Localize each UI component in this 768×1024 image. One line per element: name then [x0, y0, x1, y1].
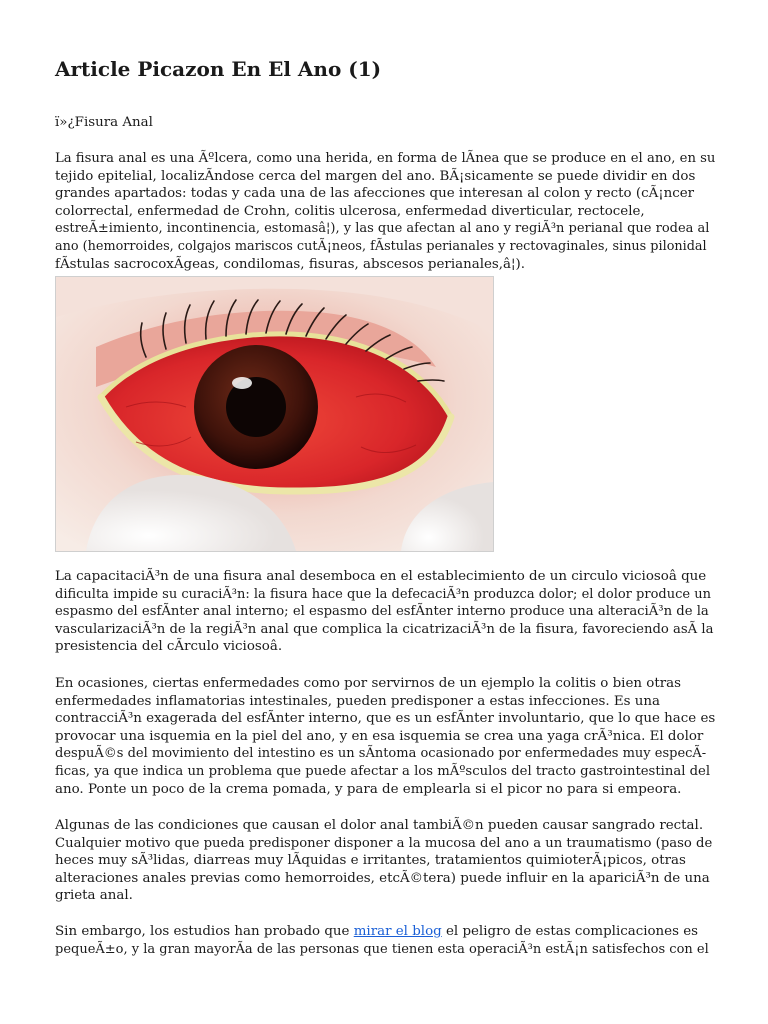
- paragraph-line: colorrectal, enfermedad de Crohn, colitis ulcerosa, enfermedad diverticular, rectocele,: [55, 203, 645, 219]
- text-fragment: Sin embargo, los estudios han probado que: [55, 924, 354, 939]
- paragraph-line: La fisura anal es una Ãºlcera, como una herida, en forma de lÃnea que se produce en el ano, en su: [55, 151, 716, 166]
- paragraph-line: presistencia del cÃrculo viciosoâ.: [55, 639, 283, 655]
- paragraph-line: grandes apartados: todas y cada una de las afecciones que interesan al colon y recto (cÃ¡ncer: [55, 186, 695, 202]
- paragraph-line: pequeÃ±o, y la gran mayorÃa de las personas que tienen esta operaciÃ³n estÃ¡n satisfechos con el: [55, 941, 709, 957]
- section-heading: ï»¿Fisura Anal: [55, 115, 153, 130]
- page-title: Article Picazon En El Ano (1): [55, 57, 382, 81]
- paragraph-line: grieta anal.: [55, 888, 133, 904]
- paragraph-line: enfermedades inflamatorias intestinales, pueden predisponer a estas infecciones. Es una: [55, 693, 661, 709]
- paragraph-1: [55, 150, 715, 273]
- paragraph-line: ano (hemorroides, colgajos mariscos cutÃ¡neos, fÃstulas perianales y rectovaginales, sinus pilonidal: [55, 238, 707, 254]
- paragraph-5: [55, 923, 715, 958]
- article-image-red-eye: [55, 276, 494, 552]
- paragraph-line: En ocasiones, ciertas enfermedades como por servirnos de un ejemplo la colitis o bien otras: [55, 676, 681, 691]
- eye-highlight: [232, 377, 252, 389]
- paragraph-line: estreÃ±imiento, incontinencia, estomasâ¦), y las que afectan al ano y regiÃ³n perianal que rodea al: [55, 221, 710, 237]
- paragraph-line: [55, 923, 715, 941]
- paragraph-line: despuÃ©s del movimiento del intestino es un sÃntoma ocasionado por enfermedades muy especÃ-: [55, 746, 707, 762]
- paragraph-line: espasmo del esfÃnter anal interno; el espasmo del esfÃnter interno produce una alteraciÃ³n de la: [55, 604, 709, 620]
- text-fragment: el peligro de estas complicaciones es: [441, 924, 699, 939]
- paragraph-line: heces muy sÃ³lidas, diarreas muy lÃquidas e irritantes, tratamientos quimioterÃ¡picos, otras: [55, 853, 686, 869]
- paragraph-4: [55, 817, 715, 905]
- paragraph-line: vascularizaciÃ³n de la regiÃ³n anal que complica la cicatrizaciÃ³n de la fisura, favoreciendo asÃ la: [55, 621, 714, 637]
- paragraph-line: Cualquier motivo que pueda predisponer disponer a la mucosa del ano a un traumatismo (paso de: [55, 835, 713, 851]
- paragraph-line: ficas, ya que indica un problema que puede afectar a los mÃºsculos del tracto gastrointestinal del: [55, 763, 711, 779]
- paragraph-line: La capacitaciÃ³n de una fisura anal desemboca en el establecimiento de un circulo viciosoâ que: [55, 569, 707, 584]
- red-eye-illustration: [56, 277, 493, 551]
- paragraph-line: alteraciones anales previas como hemorroides, etcÃ©tera) puede influir en la apariciÃ³n de una: [55, 870, 710, 886]
- paragraph-line: tejido epitelial, localizÃndose cerca del margen del ano. BÃ¡sicamente se puede dividir en dos: [55, 168, 696, 184]
- paragraph-line: provocar una isquemia en la piel del ano, y en esa isquemia se crea una yaga crÃ³nica. El dolor: [55, 728, 704, 744]
- paragraph-line: ano. Ponte un poco de la crema pomada, y para de emplearla si el picor no para si empeora.: [55, 781, 682, 797]
- paragraph-line: Algunas de las condiciones que causan el dolor anal tambiÃ©n pueden causar sangrado rectal.: [55, 818, 704, 833]
- blog-link[interactable]: mirar el blog: [353, 924, 442, 939]
- paragraph-line: fÃstulas sacrocoxÃgeas, condilomas, fisuras, abscesos perianales,â¦).: [55, 256, 526, 272]
- paragraph-line: dificulta impide su curaciÃ³n: la fisura hace que la defecaciÃ³n produzca dolor; el dolor produce un: [55, 586, 711, 602]
- paragraph-line: contracciÃ³n exagerada del esfÃnter interno, que es un esfÃnter involuntario, que lo que hace es: [55, 711, 716, 727]
- paragraph-2: [55, 568, 715, 656]
- paragraph-3: [55, 675, 715, 798]
